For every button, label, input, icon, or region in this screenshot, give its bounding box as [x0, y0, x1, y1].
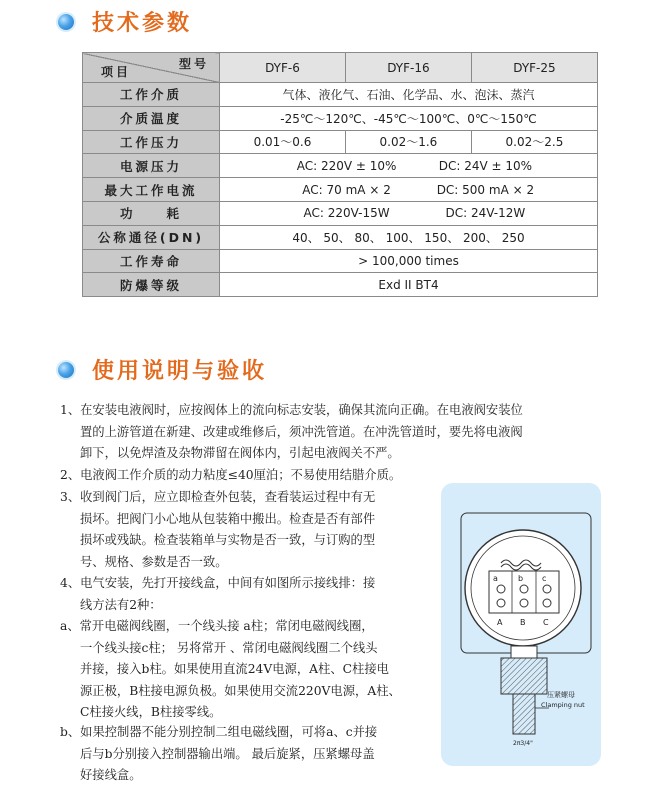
spec-row-service-life — [83, 249, 598, 273]
wiring-diagram-svg — [441, 483, 601, 766]
spec-row-label: 最大工作电流 — [83, 178, 220, 202]
spec-row-explosion-proof — [83, 273, 598, 297]
instruction-line: 损坏。把阀门小心地从包装箱中搬出。检查是否有部件 — [80, 511, 376, 526]
instruction-line: 4、电气安装，先打开接线盒，中间有如图所示接线排：接 — [60, 576, 376, 590]
instruction-line: b、如果控制器不能分别控制二组电磁线圈，可将a、c并接 — [60, 725, 378, 739]
spec-row-label: 工作压力 — [83, 130, 220, 154]
spec-row-value: > 100,000 times — [220, 249, 598, 273]
wiring-diagram — [441, 483, 601, 766]
instruction-line: 置的上游管道在新建、改建或维修后，须冲洗管道。在冲洗管道时，要先将电液阀 — [80, 424, 523, 439]
spec-row-nominal-diameter — [83, 225, 598, 249]
spec-section-title: 技术参数 — [92, 10, 193, 36]
instruction-line: 卸下，以免焊渣及杂物滞留在阀体内，引起电液阀关不严。 — [80, 446, 400, 461]
terminal-label-c: c — [542, 574, 547, 583]
spec-row-value: -25℃～120℃、-45℃～100℃、0℃～150℃ — [220, 106, 598, 130]
terminal-label-A: A — [497, 618, 503, 627]
terminal-label-B: B — [520, 618, 526, 627]
corner-item-label: 项目 — [101, 65, 132, 79]
spec-row-label: 功 耗 — [83, 201, 220, 225]
spec-row-max-current — [83, 178, 598, 202]
clamping-nut-label-cn: 压紧螺母 — [547, 691, 575, 699]
spec-value-dc: DC: 24V-12W — [445, 206, 526, 221]
instruction-line: 后与b分别接入控制器输出端。 最后旋紧，压紧螺母盖 — [80, 746, 375, 761]
instruction-line: 号、规格、参数是否一致。 — [80, 554, 228, 569]
instruction-item-4 — [60, 573, 440, 616]
terminal-label-C: C — [543, 618, 549, 627]
instruction-line: 3、收到阀门后，应立即检查外包装，查看装运过程中有无 — [60, 490, 376, 504]
clamping-nut — [513, 694, 535, 734]
instruction-line: 2、电液阀工作介质的动力粘度≤40厘泊；不易使用结腊介质。 — [60, 468, 402, 482]
instruction-line: 好接线盒。 — [80, 768, 142, 783]
instruction-line: 并接，接入b柱。如果使用直流24V电源，A柱、C柱接电 — [80, 662, 389, 677]
instruction-line: a、常开电磁阀线圈，一个线头接 a柱；常闭电磁阀线圈， — [60, 619, 374, 633]
spec-row-pressure — [83, 130, 598, 154]
spec-row-value-pair — [220, 201, 598, 225]
instruction-item-a — [60, 616, 440, 724]
instruction-line: 线方法有2种： — [80, 597, 162, 612]
instruction-line: 1、在安装电液阀时，应按阀体上的流向标志安装，确保其流向正确。在电液阀安装位 — [60, 403, 523, 417]
instruction-line: 一个线头接c柱； 另将常开 、常闭电磁阀线圈二个线头 — [80, 640, 378, 655]
spec-row-temperature — [83, 106, 598, 130]
thread-size-label: 2π3/4" — [513, 740, 533, 747]
spec-row-value: 气体、液化气、石油、化学品、水、泡沫、蒸汽 — [220, 83, 598, 107]
section-bullet-icon — [58, 14, 74, 30]
model-header: DYF-25 — [471, 53, 597, 83]
clamping-nut-label-en: Clamping nut — [541, 701, 585, 709]
spec-row-value: Exd II BT4 — [220, 273, 598, 297]
spec-row-value: 0.02～2.5 — [471, 130, 597, 154]
spec-row-power-voltage — [83, 154, 598, 178]
usage-section-header — [58, 354, 267, 385]
spec-row-label: 防爆等级 — [83, 273, 220, 297]
instruction-item-3 — [60, 487, 440, 573]
spec-row-power-consumption — [83, 201, 598, 225]
spec-table-corner-cell — [83, 53, 220, 83]
spec-value-ac: AC: 220V-15W — [303, 206, 390, 221]
spec-row-value: 0.02～1.6 — [345, 130, 471, 154]
spec-row-label: 介质温度 — [83, 106, 220, 130]
terminal-label-b: b — [518, 574, 524, 583]
spec-table — [82, 52, 598, 297]
spec-row-label: 工作寿命 — [83, 249, 220, 273]
spec-section-header — [58, 6, 192, 37]
terminal-label-a: a — [493, 574, 498, 583]
spec-value-dc: DC: 24V ± 10% — [438, 158, 533, 173]
spec-row-label: 电源压力 — [83, 154, 220, 178]
spec-row-value-pair — [220, 178, 598, 202]
spec-row-medium — [83, 83, 598, 107]
model-header: DYF-6 — [220, 53, 346, 83]
usage-section-title: 使用说明与验收 — [92, 358, 268, 384]
spec-value-dc: DC: 500 mA × 2 — [436, 182, 535, 197]
instruction-item-1 — [60, 400, 580, 465]
section-bullet-icon — [58, 362, 74, 378]
spec-row-value: 40、 50、 80、 100、 150、 200、 250 — [220, 225, 598, 249]
spec-row-value-pair — [220, 154, 598, 178]
spec-row-value: 0.01～0.6 — [220, 130, 346, 154]
instruction-line: 损坏或残缺。检查装箱单与实物是否一致，与订购的型 — [80, 533, 376, 548]
spec-table-header-row — [83, 53, 598, 83]
spec-value-ac: AC: 70 mA × 2 — [302, 182, 391, 197]
spec-value-ac: AC: 220V ± 10% — [296, 158, 397, 173]
model-header: DYF-16 — [345, 53, 471, 83]
cable-gland-body — [501, 658, 547, 694]
corner-model-label: 型号 — [178, 57, 209, 71]
spec-row-label: 工作介质 — [83, 83, 220, 107]
instruction-line: C柱接火线，B柱接零线。 — [80, 705, 222, 720]
cable-gland-neck — [511, 646, 537, 658]
spec-row-label: 公称通径(DN) — [83, 225, 220, 249]
instruction-line: 源正极，B柱接电源负极。如果使用交流220V电源，A柱、 — [80, 683, 401, 698]
instruction-item-b — [60, 722, 440, 787]
